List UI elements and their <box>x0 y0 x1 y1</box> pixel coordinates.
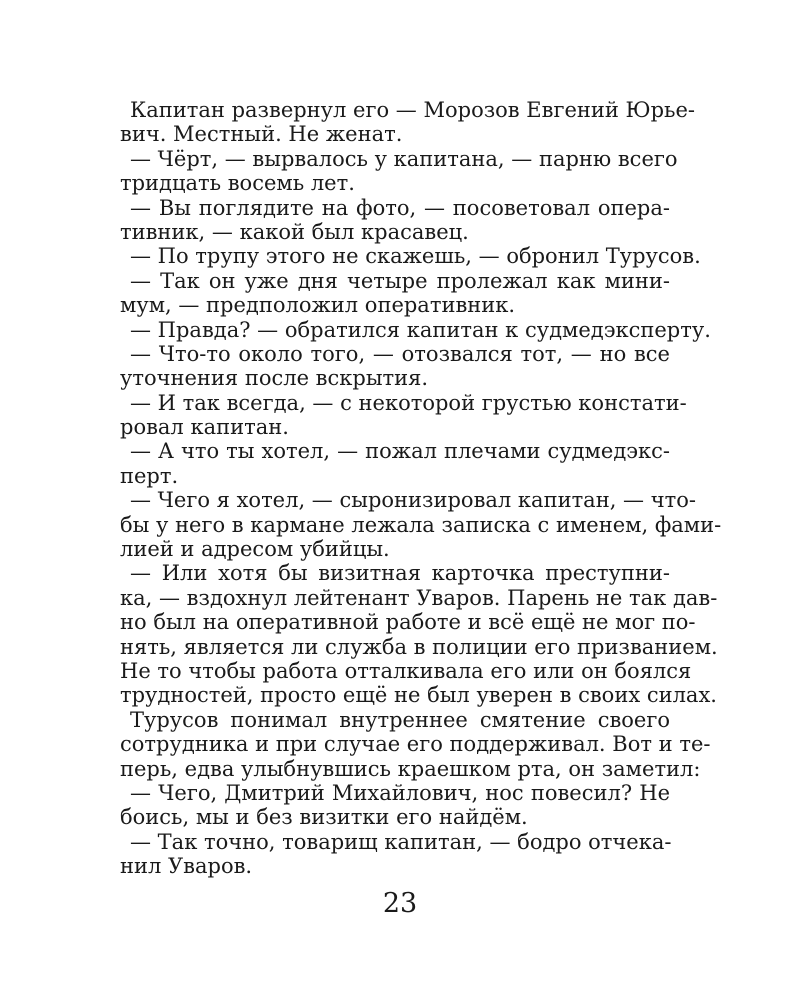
text-line: — Что-то около того, — отозвался тот, — но все <box>130 341 670 366</box>
text-line: — Так он уже дня четыре пролежал как мини- <box>130 268 670 293</box>
text-line: — А что ты хотел, — пожал плечами судмедэкс- <box>130 439 670 464</box>
text-line: боись, мы и без визитки его найдём. <box>120 805 528 830</box>
text-line: уточнения после вскрытия. <box>120 366 429 391</box>
page-number: 23 <box>382 888 418 919</box>
text-line: Капитан развернул его — Морозов Евгений Юрье- <box>130 98 696 122</box>
text-line: нять, является ли служба в полиции его призванием. <box>120 634 718 659</box>
text-line: — Правда? — обратился капитан к судмедэксперту. <box>130 317 711 342</box>
text-line: перь, едва улыбнувшись краешком рта, он заметил: <box>120 756 701 781</box>
text-line: ка, — вздохнул лейтенант Уваров. Парень не так дав- <box>120 585 718 610</box>
text-line: — И так всегда, — с некоторой грустью констати- <box>130 390 687 415</box>
text-line: — Так точно, товарищ капитан, — бодро отчека- <box>130 829 672 854</box>
text-line: Турусов понимал внутреннее смятение своего <box>130 707 670 732</box>
text-line: трудностей, просто ещё не был уверен в своих силах. <box>120 683 717 708</box>
text-line: мум, — предположил оперативник. <box>120 293 516 318</box>
text-line: перт. <box>120 463 179 488</box>
text-line: ровал капитан. <box>120 415 289 440</box>
text-line: — По трупу этого не скажешь, — обронил Турусов. <box>130 244 701 269</box>
text-line: но был на оперативной работе и всё ещё не мог по- <box>120 610 696 635</box>
text-line: Не то чтобы работа отталкивала его или он боялся <box>120 658 692 683</box>
text-line: — Чего, Дмитрий Михайлович, нос повесил? Не <box>130 780 670 805</box>
text-line: нил Уваров. <box>120 854 253 879</box>
text-line: лией и адресом убийцы. <box>120 537 390 562</box>
text-line: — Чего я хотел, — сыронизировал капитан, — что- <box>130 488 696 513</box>
text-line: сотрудника и при случае его поддерживал. Вот и те- <box>120 732 711 757</box>
text-line: — Или хотя бы визитная карточка преступни- <box>130 561 670 586</box>
text-line: тридцать восемь лет. <box>120 171 355 196</box>
text-line: тивник, — какой был красавец. <box>120 219 469 244</box>
text-line: — Вы поглядите на фото, — посоветовал опера- <box>130 195 670 220</box>
text-line: — Чёрт, — вырвалось у капитана, — парню всего <box>130 146 678 171</box>
body-text <box>120 98 722 879</box>
text-line: бы у него в кармане лежала записка с именем, фами- <box>120 512 722 537</box>
text-line: вич. Местный. Не женат. <box>120 122 403 147</box>
